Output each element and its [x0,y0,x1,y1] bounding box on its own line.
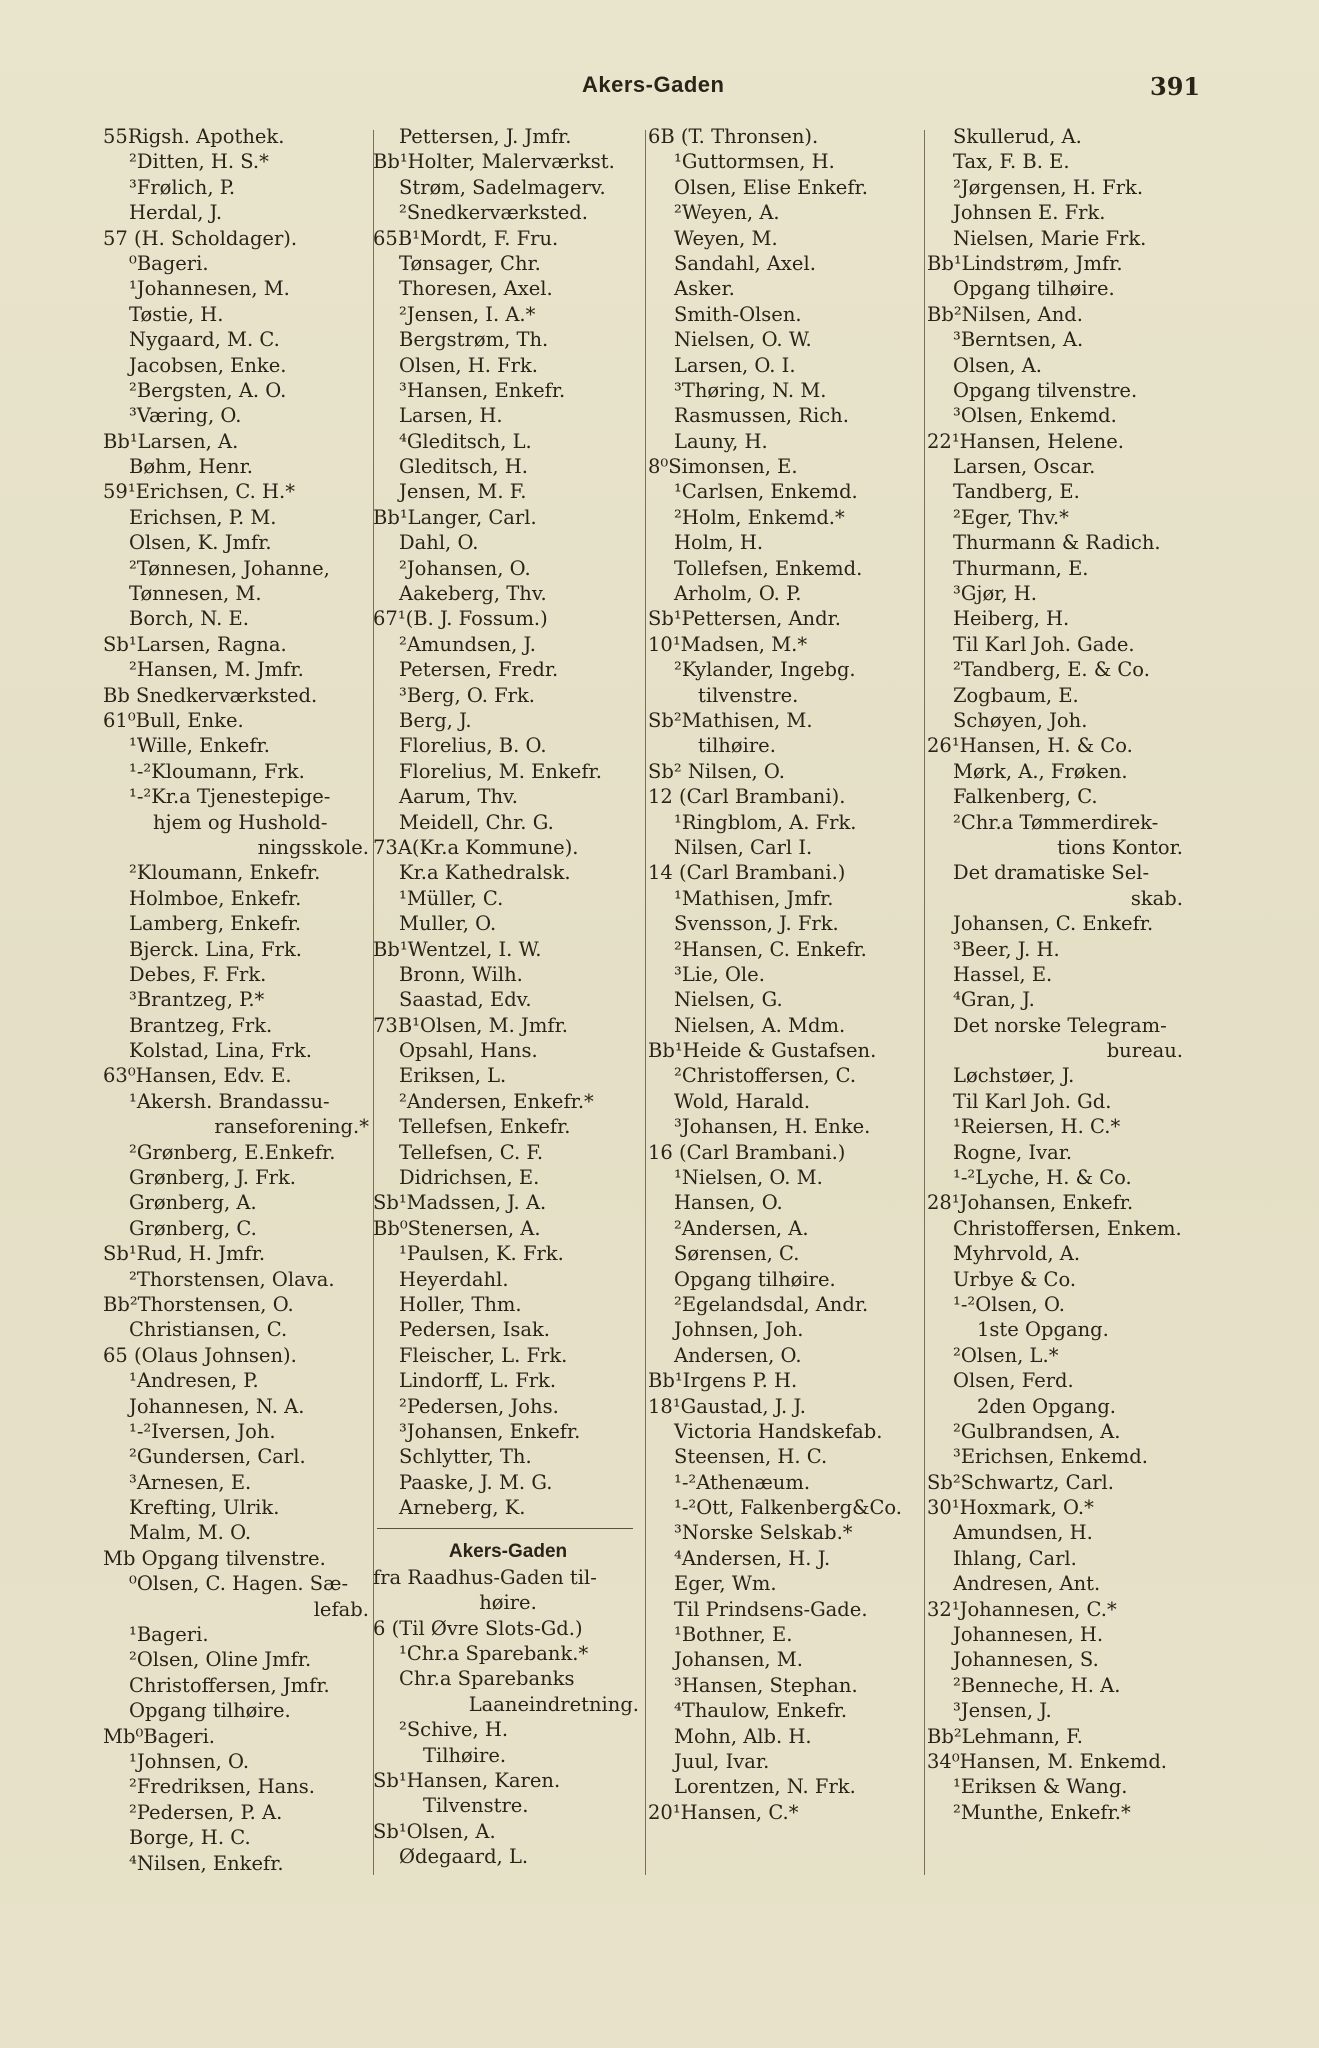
directory-entry: Amundsen, H. [953,1521,1093,1545]
directory-entry: ⁰Bageri. [129,251,209,275]
directory-entry: Sb¹Hansen, Karen. [373,1769,561,1792]
directory-entry: Muller, O. [399,912,497,936]
directory-entry: Løchstøer, J. [953,1064,1075,1088]
directory-entry: Chr.a Sparebanks [399,1667,575,1691]
directory-entry: Bb²Lehmann, F. [927,1724,1083,1748]
directory-entry: Myhrvold, A. [953,1242,1081,1266]
directory-entry: Tønsager, Chr. [399,251,541,275]
directory-entry: 1ste Opgang. [977,1318,1109,1342]
directory-entry: 26¹Hansen, H. & Co. [927,734,1133,758]
directory-entry: Herdal, J. [129,201,223,225]
directory-entry: 8⁰Simonsen, E. [648,455,798,479]
directory-entry: Sandahl, Axel. [674,251,816,275]
directory-entry: ¹Eriksen & Wang. [953,1775,1128,1799]
directory-entry: Bb²Thorstensen, O. [103,1292,294,1316]
directory-entry: Olsen, K. Jmfr. [129,531,272,555]
directory-entry: ²Chr.a Tømmerdirek- [953,810,1159,834]
directory-entry: Malm, M. O. [129,1521,252,1545]
directory-entry: Mb⁰Bageri. [103,1724,216,1748]
directory-entry: 18¹Gaustad, J. J. [648,1394,806,1418]
directory-entry: Fleischer, L. Frk. [399,1343,568,1367]
directory-entry: Heyerdahl. [399,1267,509,1291]
directory-entry: Til Karl Joh. Gade. [953,632,1135,656]
directory-entry: ³Norske Selskab.* [674,1521,853,1545]
directory-entry: ²Gundersen, Carl. [129,1445,306,1469]
directory-entry: Christiansen, C. [129,1318,288,1342]
directory-entry: 20¹Hansen, C.* [648,1800,799,1824]
directory-entry: Nygaard, M. C. [129,328,280,352]
directory-entry: Sb¹Rud, H. Jmfr. [103,1242,266,1266]
directory-entry: Lindorff, L. Frk. [399,1369,557,1393]
directory-entry: Saastad, Edv. [399,988,532,1012]
directory-entry: Nielsen, A. Mdm. [674,1013,846,1037]
directory-entry: Ødegaard, L. [399,1845,529,1869]
directory-entry: Sb¹Olsen, A. [373,1819,496,1843]
directory-entry: Meidell, Chr. G. [399,810,554,834]
directory-entry: ³Olsen, Enkemd. [953,404,1117,428]
directory-entry: ²Kylander, Ingebg. [674,658,856,682]
directory-entry: ranseforening.* [214,1115,369,1139]
directory-entry: Johnsen, Joh. [674,1318,804,1342]
directory-entry: ³Johansen, Enkefr. [399,1419,581,1443]
directory-entry: ²Weyen, A. [674,201,780,225]
directory-entry: Opgang tilhøire. [674,1267,836,1291]
directory-entry: ²Jørgensen, H. Frk. [953,175,1144,199]
directory-entry: ²Eger, Thv.* [953,505,1069,529]
directory-entry: Bb²Nilsen, And. [927,302,1083,326]
directory-entry: ²Pedersen, P. A. [129,1800,283,1824]
directory-entry: ³Arnesen, E. [129,1470,252,1494]
directory-entry: Opgang tilhøire. [953,277,1115,301]
directory-entry: ²Kloumann, Enkefr. [129,861,321,885]
directory-entry: Hansen, O. [674,1191,783,1215]
directory-entry: Bb¹Heide & Gustafsen. [648,1039,877,1063]
directory-entry: ¹Chr.a Sparebank.* [399,1642,589,1666]
directory-entry: Jensen, M. F. [399,480,527,504]
directory-entry: ¹Paulsen, K. Frk. [399,1242,564,1266]
directory-entry: Schlytter, Th. [399,1445,532,1469]
directory-entry: 55Rigsh. Apothek. [103,125,285,148]
directory-entry: Ihlang, Carl. [953,1546,1077,1570]
directory-entry: ²Fredriksen, Hans. [129,1775,315,1799]
directory-entry: Johannesen, S. [953,1648,1099,1672]
directory-entry: ²Hansen, C. Enkefr. [674,937,867,961]
directory-entry: Opsahl, Hans. [399,1039,538,1063]
directory-entry: ¹Johnsen, O. [129,1750,250,1773]
directory-entry: ²Bergsten, A. O. [129,378,287,402]
directory-entry: ¹Reiersen, H. C.* [953,1115,1121,1139]
directory-entry: Thurmann, E. [953,556,1089,580]
directory-entry: Til Karl Joh. Gd. [953,1089,1112,1113]
directory-entry: ¹Nielsen, O. M. [674,1166,823,1190]
directory-entry: Larsen, O. I. [674,353,796,377]
directory-entry: Lamberg, Enkefr. [129,912,302,936]
directory-entry: ²Amundsen, J. [399,632,536,656]
directory-entry: Schøyen, Joh. [953,708,1088,732]
directory-entry: ³Jensen, J. [953,1699,1052,1723]
directory-entry: ningsskole. [257,835,369,859]
directory-entry: Thoresen, Axel. [399,277,553,301]
directory-entry: ³Erichsen, Enkemd. [953,1445,1148,1469]
directory-entry: ¹Mathisen, Jmfr. [674,886,834,910]
directory-entry: Grønberg, A. [129,1191,257,1215]
directory-entry: ²Benneche, H. A. [953,1673,1121,1697]
directory-entry: Johnsen E. Frk. [953,201,1106,225]
directory-entry: ¹Ringblom, A. Frk. [674,810,857,834]
directory-entry: ²Snedkerværksted. [399,201,588,225]
directory-entry: 22¹Hansen, Helene. [927,429,1124,453]
directory-entry: Sb²Mathisen, M. [648,708,813,732]
directory-entry: Bergstrøm, Th. [399,328,549,352]
column-divider [924,130,925,1875]
directory-entry: ³Thøring, N. M. [674,378,827,402]
directory-entry: Johansen, M. [674,1648,803,1672]
directory-entry: Borge, H. C. [129,1826,251,1850]
directory-entry: ⁴Andersen, H. J. [674,1546,831,1570]
directory-entry: Mohn, Alb. H. [674,1724,812,1748]
directory-entry: Johannesen, N. A. [129,1394,305,1418]
directory-entry: tilvenstre. [698,683,799,707]
directory-entry: 57 (H. Scholdager). [103,226,298,250]
directory-entry: Bb Snedkerværksted. [103,683,318,707]
directory-entry: Tax, F. B. E. [953,150,1070,174]
directory-entry: ¹-²Iversen, Joh. [129,1419,276,1443]
directory-entry: ²Hansen, M. Jmfr. [129,658,304,682]
directory-entry: Sb¹Madssen, J. A. [373,1191,547,1215]
directory-entry: ²Pedersen, Johs. [399,1394,559,1418]
directory-entry: høire. [479,1591,537,1615]
directory-entry: Brantzeg, Frk. [129,1013,273,1037]
directory-column-3 [648,124,918,1825]
directory-entry: Opgang tilvenstre. [953,378,1138,402]
directory-entry: ³Frølich, P. [129,175,236,199]
directory-entry: Heiberg, H. [953,607,1070,631]
directory-entry: Falkenberg, C. [953,785,1098,809]
directory-entry: Holler, Thm. [399,1292,522,1316]
directory-entry: ²Tønnesen, Johanne, [129,556,330,580]
directory-entry: fra Raadhus-Gaden til- [373,1565,597,1589]
directory-entry: Skullerud, A. [953,125,1082,148]
directory-entry: bureau. [1106,1039,1183,1063]
directory-entry: ³Berg, O. Frk. [399,683,535,707]
directory-entry: Steensen, H. C. [674,1445,828,1469]
directory-entry: ²Jensen, I. A.* [399,302,536,326]
directory-entry: 14 (Carl Brambani.) [648,861,846,885]
column-divider [645,130,646,1875]
directory-entry: ²Gulbrandsen, A. [953,1419,1121,1443]
directory-entry: Bb¹Lindstrøm, Jmfr. [927,251,1123,275]
directory-entry: Pedersen, Isak. [399,1318,550,1342]
page-header [0,72,1319,112]
directory-entry: ¹-²Olsen, O. [953,1292,1065,1316]
directory-entry: 34⁰Hansen, M. Enkemd. [927,1750,1168,1773]
directory-entry: ¹Bothner, E. [674,1623,793,1647]
directory-entry: 30¹Hoxmark, O.* [927,1496,1094,1520]
directory-column-1 [103,124,373,1876]
directory-entry: Tellefsen, Enkefr. [399,1115,571,1139]
directory-entry: Arneberg, K. [399,1496,526,1520]
section-divider [377,1528,633,1529]
directory-entry: ¹Johannesen, M. [129,277,290,301]
directory-entry: Bb¹Wentzel, I. W. [373,937,542,961]
directory-entry: ⁴Gleditsch, L. [399,429,532,453]
directory-entry: ⁴Thaulow, Enkefr. [674,1699,848,1723]
page-title: Akers-Gaden [582,72,725,97]
directory-entry: Tandberg, E. [953,480,1080,504]
directory-entry: Aarum, Thv. [399,785,518,809]
directory-entry: ¹-²Ott, Falkenberg&Co. [674,1496,902,1520]
directory-entry: Victoria Handskefab. [674,1419,883,1443]
directory-entry: Andersen, O. [674,1343,802,1367]
directory-entry: Launy, H. [674,429,768,453]
directory-entry: Eger, Wm. [674,1572,777,1596]
directory-entry: Kolstad, Lina, Frk. [129,1039,313,1063]
directory-entry: Nilsen, Carl I. [674,835,813,859]
directory-entry: Dahl, O. [399,531,479,555]
directory-entry: Thurmann & Radich. [953,531,1161,555]
directory-entry: Til Prindsens-Gade. [674,1597,868,1621]
directory-entry: Bøhm, Henr. [129,455,253,479]
directory-entry: ⁴Nilsen, Enkefr. [129,1851,284,1875]
directory-entry: Sb¹Larsen, Ragna. [103,632,287,656]
directory-entry: ²Holm, Enkemd.* [674,505,845,529]
directory-entry: Wold, Harald. [674,1089,811,1113]
directory-entry: tions Kontor. [1057,835,1183,859]
directory-entry: Christoffersen, Enkem. [953,1216,1182,1240]
directory-entry: Petersen, Fredr. [399,658,559,682]
directory-entry: ³Johansen, H. Enke. [674,1115,871,1139]
directory-entry: Tilvenstre. [423,1794,529,1818]
directory-entry: Kr.a Kathedralsk. [399,861,571,885]
directory-entry: Florelius, M. Enkefr. [399,759,602,783]
directory-entry: Tellefsen, C. F. [399,1140,544,1164]
directory-entry: ¹Müller, C. [399,886,504,910]
directory-entry: Weyen, M. [674,226,778,250]
directory-entry: 6 (Til Øvre Slots-Gd.) [373,1616,583,1640]
directory-entry: ⁴Gran, J. [953,988,1035,1012]
directory-entry: hjem og Hushold- [153,810,328,834]
directory-entry: Aakeberg, Thv. [399,582,547,606]
directory-entry: ¹Carlsen, Enkemd. [674,480,858,504]
directory-entry: ²Andersen, A. [674,1216,809,1240]
directory-entry: ²Ditten, H. S.* [129,150,269,174]
directory-entry: Bronn, Wilh. [399,962,523,986]
directory-entry: 2den Opgang. [977,1394,1117,1418]
directory-entry: Florelius, B. O. [399,734,547,758]
directory-entry: 73A(Kr.a Kommune). [373,835,579,859]
directory-entry: ²Tandberg, E. & Co. [953,658,1150,682]
directory-entry: Andresen, Ant. [953,1572,1101,1596]
directory-entry: 16 (Carl Brambani.) [648,1140,846,1164]
directory-entry: ³Beer, J. H. [953,937,1060,961]
directory-entry: ⁰Olsen, C. Hagen. Sæ- [129,1572,349,1596]
directory-entry: Bb¹Larsen, A. [103,429,239,453]
directory-column-4 [927,124,1187,1825]
directory-entry: ²Thorstensen, Olava. [129,1267,335,1291]
directory-entry: ³Lie, Ole. [674,962,765,986]
directory-entry: Juul, Ivar. [674,1750,770,1773]
directory-entry: 32¹Johannesen, C.* [927,1597,1117,1621]
directory-entry: 61⁰Bull, Enke. [103,708,244,732]
directory-entry: Gleditsch, H. [399,455,528,479]
directory-entry: Tønnesen, M. [129,582,262,606]
directory-entry: Olsen, A. [953,353,1043,377]
directory-entry: ¹Andresen, P. [129,1369,259,1393]
section-heading: Akers-Gaden [448,1541,568,1563]
directory-entry: ¹-²Lyche, H. & Co. [953,1166,1132,1190]
directory-entry: Krefting, Ulrik. [129,1496,280,1520]
directory-entry: ¹-²Kr.a Tjenestepige- [129,785,331,809]
directory-entry: Olsen, Ferd. [953,1369,1074,1393]
directory-entry: 73B¹Olsen, M. Jmfr. [373,1013,568,1037]
directory-entry: Asker. [674,277,735,301]
directory-entry: 59¹Erichsen, C. H.* [103,480,295,504]
directory-entry: Mørk, A., Frøken. [953,759,1128,783]
directory-entry: Nielsen, Marie Frk. [953,226,1147,250]
directory-entry: Lorentzen, N. Frk. [674,1775,856,1799]
directory-entry: ³Berntsen, A. [953,328,1084,352]
directory-entry: Bb¹Irgens P. H. [648,1369,798,1393]
directory-entry: Didrichsen, E. [399,1166,540,1190]
directory-entry: Rogne, Ivar. [953,1140,1073,1164]
directory-entry: Nielsen, G. [674,988,783,1012]
directory-entry: Svensson, J. Frk. [674,912,839,936]
directory-entry: Holmboe, Enkefr. [129,886,302,910]
directory-entry: Tøstie, H. [129,302,224,326]
directory-entry: ¹-²Athenæum. [674,1470,811,1494]
directory-entry: Holm, H. [674,531,764,555]
directory-entry: ²Schive, H. [399,1718,509,1742]
directory-entry: Olsen, Elise Enkefr. [674,175,868,199]
directory-entry: ¹Akersh. Brandassu- [129,1089,330,1113]
directory-entry: Borch, N. E. [129,607,249,631]
directory-entry: Det dramatiske Sel- [953,861,1150,885]
directory-entry: ²Egelandsdal, Andr. [674,1292,869,1316]
directory-entry: Det norske Telegram- [953,1013,1167,1037]
directory-entry: Grønberg, J. Frk. [129,1166,296,1190]
directory-entry: ³Brantzeg, P.* [129,988,265,1012]
directory-entry: ¹-²Kloumann, Frk. [129,759,305,783]
directory-entry: Grønberg, C. [129,1216,257,1240]
directory-entry: 12 (Carl Brambani). [648,785,846,809]
directory-entry: Nielsen, O. W. [674,328,812,352]
directory-entry: Sb¹Pettersen, Andr. [648,607,841,631]
directory-entry: ¹Guttormsen, H. [674,150,835,174]
directory-entry: Tilhøire. [423,1743,507,1767]
directory-entry: Tollefsen, Enkemd. [674,556,863,580]
directory-entry: 65 (Olaus Johnsen). [103,1343,297,1367]
directory-entry: Strøm, Sadelmagerv. [399,175,606,199]
directory-entry: Larsen, H. [399,404,503,428]
directory-entry: Larsen, Oscar. [953,455,1096,479]
directory-entry: Pettersen, J. Jmfr. [399,125,572,148]
directory-entry: ²Johansen, O. [399,556,531,580]
directory-entry: Bjerck. Lina, Frk. [129,937,303,961]
directory-entry: Smith-Olsen. [674,302,802,326]
directory-entry: Paaske, J. M. G. [399,1470,553,1494]
directory-entry: ²Munthe, Enkefr.* [953,1800,1131,1824]
directory-entry: Opgang tilhøire. [129,1699,291,1723]
directory-entry: ²Olsen, L.* [953,1343,1059,1367]
directory-entry: ¹Bageri. [129,1623,209,1647]
directory-entry: 65B¹Mordt, F. Fru. [373,226,559,250]
directory-entry: Christoffersen, Jmfr. [129,1673,330,1697]
directory-entry: ²Olsen, Oline Jmfr. [129,1648,312,1672]
directory-entry: ²Grønberg, E.Enkefr. [129,1140,336,1164]
directory-entry: Sb² Nilsen, O. [648,759,785,783]
directory-entry: Erichsen, P. M. [129,505,277,529]
directory-entry: Jacobsen, Enke. [129,353,287,377]
directory-entry: Bb¹Holter, Malerværkst. [373,150,615,174]
directory-entry: ²Andersen, Enkefr.* [399,1089,594,1113]
page-number: 391 [1150,72,1201,101]
directory-entry: Debes, F. Frk. [129,962,267,986]
directory-entry: Johannesen, H. [953,1623,1104,1647]
directory-entry: 67¹(B. J. Fossum.) [373,607,548,631]
directory-entry: Hassel, E. [953,962,1053,986]
directory-column-2 [373,124,643,1870]
directory-entry: Eriksen, L. [399,1064,507,1088]
directory-entry: Sørensen, C. [674,1242,800,1266]
directory-entry: ³Gjør, H. [953,582,1037,606]
directory-entry: 10¹Madsen, M.* [648,632,808,656]
directory-entry: Arholm, O. P. [674,582,802,606]
directory-entry: Urbye & Co. [953,1267,1077,1291]
directory-entry: Mb Opgang tilvenstre. [103,1546,326,1570]
directory-entry: ²Christoffersen, C. [674,1064,857,1088]
directory-entry: tilhøire. [698,734,776,758]
directory-entry: Johansen, C. Enkefr. [953,912,1154,936]
directory-entry: 63⁰Hansen, Edv. E. [103,1064,292,1088]
directory-entry: ³Hansen, Enkefr. [399,378,566,402]
directory-entry: Olsen, H. Frk. [399,353,538,377]
directory-entry: ³Hansen, Stephan. [674,1673,858,1697]
directory-entry: Laaneindretning. [468,1692,639,1716]
directory-entry: Sb²Schwartz, Carl. [927,1470,1114,1494]
directory-entry: lefab. [313,1597,369,1621]
directory-entry: Bb⁰Stenersen, A. [373,1216,541,1240]
directory-entry: ³Væring, O. [129,404,242,428]
directory-entry: ¹Wille, Enkefr. [129,734,270,758]
directory-entry: Bb¹Langer, Carl. [373,505,537,529]
directory-entry: Zogbaum, E. [953,683,1079,707]
directory-entry: 6B (T. Thronsen). [648,125,819,148]
directory-entry: 28¹Johansen, Enkefr. [927,1191,1134,1215]
directory-entry: skab. [1130,886,1183,910]
directory-entry: Berg, J. [399,708,472,732]
directory-entry: Rasmussen, Rich. [674,404,849,428]
